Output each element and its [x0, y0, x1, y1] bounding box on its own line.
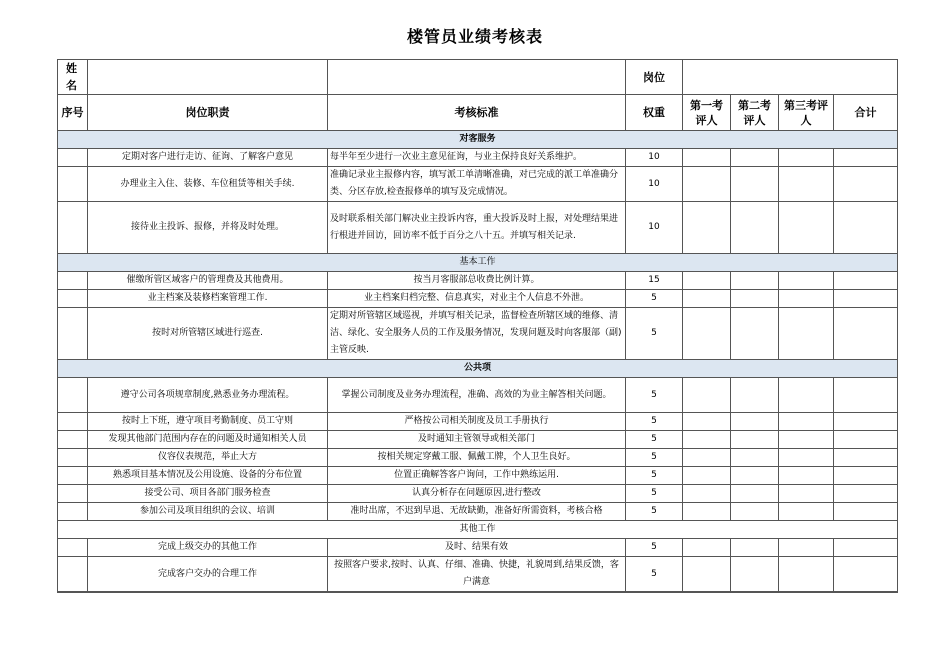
eval2-cell[interactable] [731, 272, 779, 290]
eval3-cell[interactable] [779, 592, 834, 593]
row-no-cell [58, 449, 88, 467]
table-row [58, 592, 898, 593]
section-header [58, 521, 898, 539]
row-no-cell [58, 202, 88, 254]
eval3-cell[interactable] [779, 485, 834, 503]
standard-cell: 按相关规定穿戴工服、佩戴工牌，个人卫生良好。 [328, 449, 626, 467]
weight-cell: 10 [626, 202, 683, 254]
standard-cell: 准时出席，不迟到早退、无故缺勤，准备好所需资料，考核合格 [328, 503, 626, 521]
eval1-cell[interactable] [683, 149, 731, 167]
standard-cell: 业主档案归档完整、信息真实，对业主个人信息不外泄。 [328, 290, 626, 308]
section-title: 其他工作 [58, 521, 898, 539]
eval3-cell[interactable] [779, 149, 834, 167]
row-no-cell [58, 557, 88, 592]
duty-cell: 定期对客户进行走访、征询、了解客户意见 [88, 149, 328, 167]
eval1-cell[interactable] [683, 592, 731, 593]
name-label: 姓名 [58, 60, 88, 95]
duty-cell: 办理业主入住、装修、车位租赁等相关手续. [88, 167, 328, 202]
duty-cell: 仪容仪表规范，举止大方 [88, 449, 328, 467]
eval3-cell[interactable] [779, 413, 834, 431]
eval1-cell[interactable] [683, 449, 731, 467]
weight-cell: 10 [626, 167, 683, 202]
duty-cell: 催缴所管区域客户的管理费及其他费用。 [88, 272, 328, 290]
eval1-cell[interactable] [683, 167, 731, 202]
weight-cell: 5 [626, 467, 683, 485]
col-header-duty: 岗位职责 [88, 95, 328, 131]
standard-cell: 定期对所管辖区域巡视，并填写相关记录，监督检查所辖区域的维修、清洁、绿化、安全服务人员的工作及服务情况，发现问题及时向客服部（副)主管反映. [328, 308, 626, 360]
eval3-cell[interactable] [779, 449, 834, 467]
duty-cell: 遵守公司各项规章制度,熟悉业务办理流程。 [88, 378, 328, 413]
eval2-cell[interactable] [731, 485, 779, 503]
standard-cell: 认真分析存在问题原因,进行整改 [328, 485, 626, 503]
eval3-cell[interactable] [779, 431, 834, 449]
weight-cell: 10 [626, 149, 683, 167]
section-header [58, 254, 898, 272]
standard-cell: 按照客户要求,按时、认真、仔细、准确、快捷，礼貌周到,结果反馈，客户满意 [328, 557, 626, 592]
section-title: 对客服务 [58, 131, 898, 149]
eval3-cell[interactable] [779, 467, 834, 485]
duty-cell: 参加公司及项目组织的会议、培训 [88, 503, 328, 521]
duty-cell: 按时上下班，遵守项目考勤制度、员工守则 [88, 413, 328, 431]
eval3-cell[interactable] [779, 290, 834, 308]
empty-cell[interactable] [328, 592, 626, 593]
weight-cell: 5 [626, 539, 683, 557]
duty-cell: 发现其他部门范围内存在的问题及时通知相关人员 [88, 431, 328, 449]
row-no-cell [58, 290, 88, 308]
standard-cell: 按当月客服部总收费比例计算。 [328, 272, 626, 290]
standard-cell: 准确记录业主报修内容，填写派工单清晰准确，对已完成的派工单准确分类、分区存放,检查报修单的填写及完成情况。 [328, 167, 626, 202]
total-cell[interactable] [834, 557, 898, 592]
table-row [58, 539, 898, 557]
table-row [58, 557, 898, 592]
table-row [58, 308, 898, 360]
standard-cell: 及时联系相关部门解决业主投诉内容，重大投诉及时上报，对处理结果进行根进并回访，回访率不低于百分之八十五。并填写相关记录. [328, 202, 626, 254]
row-no-cell [58, 413, 88, 431]
total-cell[interactable] [834, 202, 898, 254]
row-no-cell [58, 503, 88, 521]
weight-cell: 5 [626, 378, 683, 413]
col-header-eval2: 第二考评人 [731, 95, 779, 131]
duty-cell: 熟悉项目基本情况及公用设施、设备的分布位置 [88, 467, 328, 485]
section-header [58, 131, 898, 149]
duty-cell: 接受公司、项目各部门服务检查 [88, 485, 328, 503]
duty-cell: 接待业主投诉、报修，并将及时处理。 [88, 202, 328, 254]
eval2-cell[interactable] [731, 290, 779, 308]
table-row [58, 149, 898, 167]
row-no-cell [58, 539, 88, 557]
eval1-cell[interactable] [683, 467, 731, 485]
eval2-cell[interactable] [731, 149, 779, 167]
row-no-cell [58, 467, 88, 485]
eval1-cell[interactable] [683, 557, 731, 592]
header-row-name [58, 60, 898, 95]
eval1-cell[interactable] [683, 413, 731, 431]
table-row [58, 503, 898, 521]
eval2-cell[interactable] [731, 539, 779, 557]
table-row [58, 413, 898, 431]
eval2-cell[interactable] [731, 413, 779, 431]
col-header-no: 序号 [58, 95, 88, 131]
eval3-cell[interactable] [779, 503, 834, 521]
eval3-cell[interactable] [779, 308, 834, 360]
duty-cell: 完成客户交办的合理工作 [88, 557, 328, 592]
eval1-cell[interactable] [683, 485, 731, 503]
standard-cell: 每半年至少进行一次业主意见征询，与业主保持良好关系维护。 [328, 149, 626, 167]
row-no-cell [58, 149, 88, 167]
total-cell[interactable] [834, 503, 898, 521]
eval1-cell[interactable] [683, 503, 731, 521]
table-row [58, 167, 898, 202]
eval2-cell[interactable] [731, 167, 779, 202]
name-value-cell[interactable] [88, 60, 328, 95]
weight-cell: 5 [626, 290, 683, 308]
standard-cell: 及时、结果有效 [328, 539, 626, 557]
eval3-cell[interactable] [779, 167, 834, 202]
eval3-cell[interactable] [779, 378, 834, 413]
total-cell[interactable] [834, 290, 898, 308]
row-no-cell [58, 272, 88, 290]
row-no-cell [58, 308, 88, 360]
eval2-cell[interactable] [731, 557, 779, 592]
empty-cell[interactable] [88, 592, 328, 593]
section-title: 基本工作 [58, 254, 898, 272]
total-cell[interactable] [834, 467, 898, 485]
eval2-cell[interactable] [731, 431, 779, 449]
section-header [58, 360, 898, 378]
standard-cell: 严格按公司相关制度及员工手册执行 [328, 413, 626, 431]
duty-cell: 按时对所管辖区域进行巡查. [88, 308, 328, 360]
evaluation-table [57, 59, 898, 593]
header-row-columns [58, 95, 898, 131]
eval1-cell[interactable] [683, 272, 731, 290]
eval1-cell[interactable] [683, 290, 731, 308]
col-header-eval3: 第三考评人 [779, 95, 834, 131]
standard-cell: 及时通知主管领导或相关部门 [328, 431, 626, 449]
section-title: 公共项 [58, 360, 898, 378]
col-header-eval1: 第一考评人 [683, 95, 731, 131]
position-value-cell[interactable] [683, 60, 898, 95]
eval2-cell[interactable] [731, 503, 779, 521]
weight-cell: 5 [626, 413, 683, 431]
total-cell[interactable] [834, 308, 898, 360]
total-cell[interactable] [834, 431, 898, 449]
row-no-cell [58, 485, 88, 503]
total-cell[interactable] [834, 539, 898, 557]
eval1-cell[interactable] [683, 308, 731, 360]
total-cell[interactable] [834, 272, 898, 290]
table-row [58, 467, 898, 485]
table-row [58, 485, 898, 503]
total-cell[interactable] [834, 592, 898, 593]
eval2-cell[interactable] [731, 378, 779, 413]
row-no-cell [58, 592, 88, 593]
eval1-cell[interactable] [683, 539, 731, 557]
eval2-cell[interactable] [731, 449, 779, 467]
row-no-cell [58, 167, 88, 202]
weight-cell: 5 [626, 485, 683, 503]
empty-cell[interactable] [626, 592, 683, 593]
standard-cell: 掌握公司制度及业务办理流程，准确、高效的为业主解答相关问题。 [328, 378, 626, 413]
table-row [58, 290, 898, 308]
total-cell[interactable] [834, 449, 898, 467]
total-cell[interactable] [834, 378, 898, 413]
row-no-cell [58, 431, 88, 449]
name-spacer-cell [328, 60, 626, 95]
row-no-cell [58, 378, 88, 413]
eval1-cell[interactable] [683, 202, 731, 254]
eval1-cell[interactable] [683, 378, 731, 413]
total-cell[interactable] [834, 413, 898, 431]
weight-cell: 5 [626, 503, 683, 521]
table-row [58, 202, 898, 254]
table-row [58, 449, 898, 467]
weight-cell: 5 [626, 557, 683, 592]
duty-cell: 业主档案及装修档案管理工作. [88, 290, 328, 308]
eval3-cell[interactable] [779, 539, 834, 557]
col-header-standard: 考核标准 [328, 95, 626, 131]
eval2-cell[interactable] [731, 308, 779, 360]
col-header-total: 合计 [834, 95, 898, 131]
weight-cell: 5 [626, 308, 683, 360]
eval3-cell[interactable] [779, 202, 834, 254]
total-cell[interactable] [834, 149, 898, 167]
table-row [58, 431, 898, 449]
weight-cell: 15 [626, 272, 683, 290]
weight-cell: 5 [626, 431, 683, 449]
weight-cell: 5 [626, 449, 683, 467]
total-cell[interactable] [834, 485, 898, 503]
eval3-cell[interactable] [779, 557, 834, 592]
table-row [58, 272, 898, 290]
col-header-weight: 权重 [626, 95, 683, 131]
page-title: 楼管员业绩考核表 [406, 27, 543, 46]
position-label: 岗位 [626, 60, 683, 95]
duty-cell: 完成上级交办的其他工作 [88, 539, 328, 557]
total-cell[interactable] [834, 167, 898, 202]
eval1-cell[interactable] [683, 431, 731, 449]
eval3-cell[interactable] [779, 272, 834, 290]
eval2-cell[interactable] [731, 467, 779, 485]
eval2-cell[interactable] [731, 592, 779, 593]
table-row [58, 378, 898, 413]
standard-cell: 位置正确解答客户询问，工作中熟练运用. [328, 467, 626, 485]
eval2-cell[interactable] [731, 202, 779, 254]
